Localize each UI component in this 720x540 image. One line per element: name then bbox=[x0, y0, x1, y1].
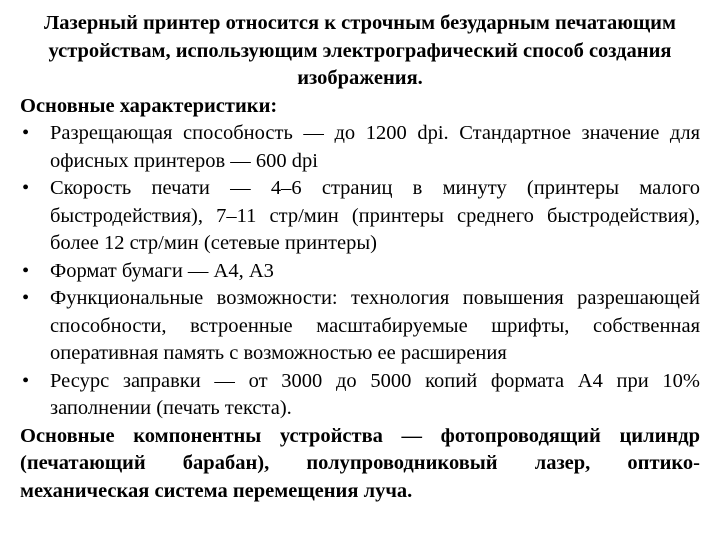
list-item bbox=[20, 285, 700, 368]
slide-title: Лазерный принтер относится к строчным безударным печатающим устройствам, использующим электрографический способ создания изображения. bbox=[44, 12, 676, 89]
bullet-icon: • bbox=[22, 122, 30, 144]
characteristics-heading: Основные характеристики: bbox=[20, 94, 278, 117]
slide-content bbox=[20, 10, 700, 505]
bullet-icon: • bbox=[22, 287, 30, 309]
characteristics-list bbox=[20, 120, 700, 423]
list-item bbox=[20, 258, 700, 286]
list-item-text: Разрещающая способность — до 1200 dpi. Стандартное значение для офисных принтеров — 600 dpi bbox=[50, 122, 700, 172]
list-item-text: Ресурс заправки — от 3000 до 5000 копий формата А4 при 10% заполнении (печать текста). bbox=[50, 369, 700, 419]
list-item bbox=[20, 368, 700, 423]
bullet-icon: • bbox=[22, 369, 30, 392]
bullet-icon: • bbox=[22, 177, 30, 199]
list-item-text: Функциональные возможности: технология повышения разрешающей способности, встроенные масштабируемые шрифты, собственная оперативная память с возможностью ее расширения bbox=[50, 287, 700, 364]
bullet-icon: • bbox=[22, 259, 30, 282]
list-item bbox=[20, 175, 700, 258]
list-item-text: Формат бумаги — А4, А3 bbox=[50, 259, 274, 282]
list-item bbox=[20, 120, 700, 175]
components-paragraph: Основные компонентны устройства — фотопроводящий цилиндр (печатающий барабан), полупроводниковый лазер, оптико-механическая система перемещения луча. bbox=[20, 424, 700, 502]
list-item-text: Скорость печати — 4–6 страниц в минуту (принтеры малого быстродействия), 7–11 стр/мин (принтеры среднего быстродействия), более 12 стр/мин (сетевые принтеры) bbox=[50, 177, 700, 254]
